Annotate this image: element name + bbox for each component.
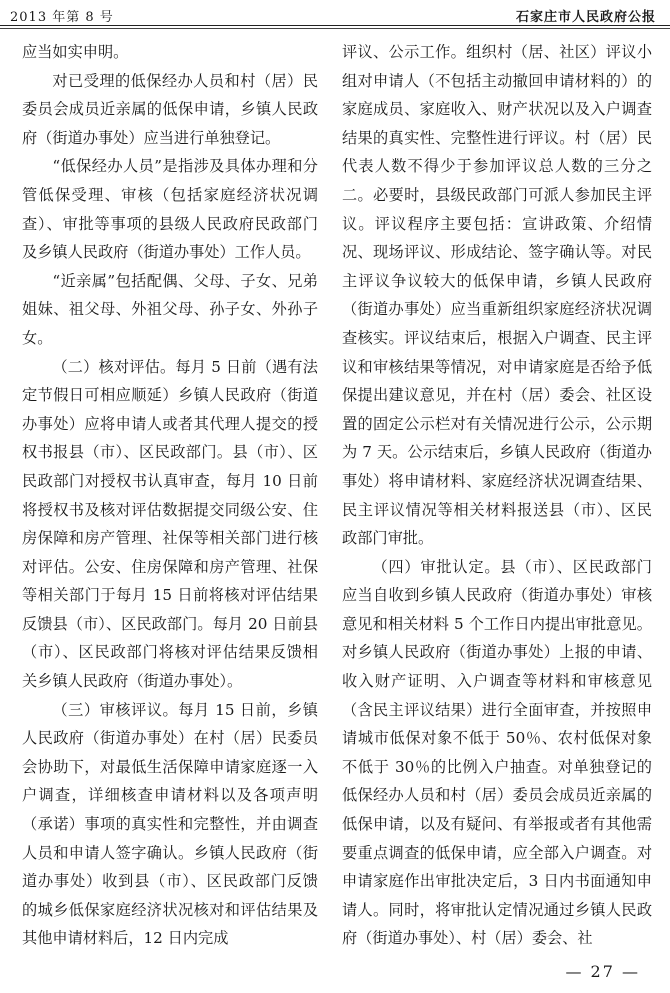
paragraph: 评议、公示工作。组织村（居、社区）评议小组对申请人（不包括主动撤回申请材料的）的家庭成员、家庭收入、财产状况以及入户调查结果的真实性、完整性进行评议。村（居）民代表人数不得少于参加评议总人数的三分之二。必要时，县级民政部门可派人参加民主评议。评议程序主要包括：宣讲政策、介绍情况、现场评议、形成结论、签字确认等。对民主评议争议较大的低保申请，乡镇人民政府（街道办事处）应当重新组织家庭经济状况调查核实。评议结束后，根据入户调查、民主评议和审核结果等情况，对申请家庭是否给予低保提出建议意见，并在村（居）委会、社区设置的固定公示栏对有关情况进行公示，公示期为 7 天。公示结束后，乡镇人民政府（街道办事处）将申请材料、家庭经济状况调查结果、民主评议情况等相关材料报送县（市）、区民政部门审批。 bbox=[342, 43, 652, 548]
paragraph: 应当如实申明。 bbox=[22, 43, 129, 61]
paragraph: （三）审核评议。每月 15 日前，乡镇人民政府（街道办事处）在村（居）民委员会协助下，对最低生活保障申请家庭逐一入户调查，详细核查申请材料以及各项声明（承诺）事项的真实性和完整性，并由调查人员和申请人签字确认。乡镇人民政府（街道办事处）收到县（市）、区民政部门反馈的城乡低保家庭经济状况核对和评估结果及其他申请材料后，12 日内完成 bbox=[22, 700, 318, 948]
paragraph: （二）核对评估。每月 5 日前（遇有法定节假日可相应顺延）乡镇人民政府（街道办事处）应将申请人或者其代理人提交的授权书报县（市）、区民政部门。县（市）、区民政部门对授权书认真审查，每月 10 日前将授权书及核对评估数据提交同级公安、住房保障和房产管理、社保等相关部门进行核对评估。公安、住房保障和房产管理、社保等相关部门于每月 15 日前将核对评估结果反馈县（市）、区民政部门。每月 20 日前县（市）、区民政部门将核对评估结果反馈相关乡镇人民政府（街道办事处）。 bbox=[22, 357, 318, 691]
page-number: — 27 — bbox=[565, 962, 640, 981]
publication-title: 石家庄市人民政府公报 bbox=[515, 10, 656, 25]
paragraph: “近亲属”包括配偶、父母、子女、兄弟姐妹、祖父母、外祖父母、孙子女、外孙子女。 bbox=[22, 271, 318, 347]
right-text-column bbox=[342, 38, 652, 953]
page-header bbox=[0, 0, 670, 26]
header-rule-thin bbox=[0, 28, 670, 29]
paragraph: 对已受理的低保经办人员和村（居）民委员会成员近亲属的低保申请，乡镇人民政府（街道办事处）应当进行单独登记。 bbox=[22, 71, 318, 147]
left-text-column bbox=[22, 38, 318, 953]
paragraph: “低保经办人员”是指涉及具体办理和分管低保受理、审核（包括家庭经济状况调查）、审批等事项的县级人民政府民政部门及乡镇人民政府（街道办事处）工作人员。 bbox=[22, 157, 318, 262]
header-rule bbox=[0, 25, 670, 26]
paragraph: （四）审批认定。县（市）、区民政部门应当自收到乡镇人民政府（街道办事处）审核意见和相关材料 5 个工作日内提出审批意见。对乡镇人民政府（街道办事处）上报的申请、收入财产证明、入户调查等材料和审核意见（含民主评议结果）进行全面审查，并按照申请城市低保对象不低于 50％、农村低保对象不低于 30％的比例入户抽查。对单独登记的低保经办人员和村（居）委员会成员近亲属的低保申请，以及有疑问、有举报或者有其他需要重点调查的低保申请，应全部入户调查。对申请家庭作出审批决定后，3 日内书面通知申请人。同时，将审批认定情况通过乡镇人民政府（街道办事处）、村（居）委会、社 bbox=[342, 557, 652, 948]
issue-label: 2013 年第 8 号 bbox=[10, 10, 114, 25]
